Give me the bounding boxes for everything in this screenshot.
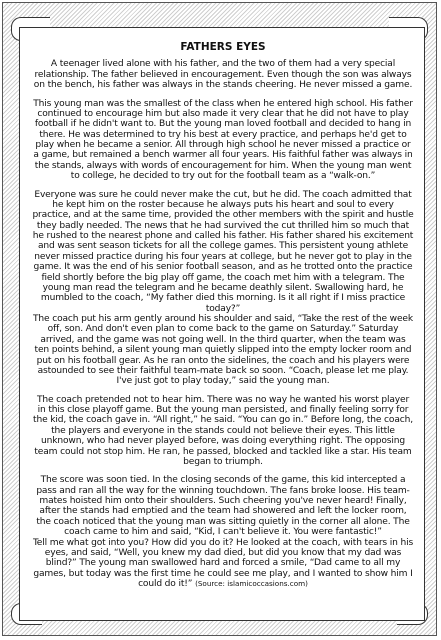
story-paragraph: This young man was the smallest of the class when he entered high school. His father continued to encourage him but also made it very clear that he did not have to play football if he didn't want to. But the young man loved football and decided to hang in there. He was determined to try his best at every practice, and perhaps he'd get to play when he became a senior. All through high school he never missed a practice or a game, but remained a bench warmer all four years. His faithful father was always in the stands, always with words of encouragement for him. When the young man went to college, he decided to try out for the football team as a “walk-on.” (33, 98, 413, 182)
story-paragraph (32, 538, 414, 590)
story-paragraph: The coach pretended not to hear him. There was no way he wanted his worst player in this close playoff game. But the young man persisted, and finally feeling sorry for the kid, the coach gave in. “All right,” he said. “You can go in.” Before long, the coach, the players and everyone in the stands could not believe their eyes. This little unknown, who had never played before, was doing everything right. The opposing team could not stop him. He ran, he passed, blocked and tackled like a star. His team began to triumph. (33, 394, 413, 467)
page-border (2, 2, 437, 636)
story-paragraph: The coach put his arm gently around his shoulder and said, “Take the rest of the week off, son. And don't even plan to come back to the game on Saturday.” Saturday arrived, and the game was not going well. In the third quarter, when the team was ten points behind, a silent young man quietly slipped into the empty locker room and put on his football gear. As he ran onto the sidelines, the coach and his players were astounded to see their faithful team-mate back so soon. “Coach, please let me play. I've just got to play today,” said the young man. (33, 314, 413, 387)
source-citation: (Source: islamicoccasions.com) (195, 579, 308, 588)
story-paragraph-text: Tell me what got into you? How did you do it? He looked at the coach, with tears in his eyes, and said, “Well, you knew my dad died, but did you know that my dad was blind?” The young man swallowed hard and forced a smile, “Dad came to all my games, but today was the first time he could see me play, and I wanted to show him I could do it!” (32, 537, 414, 589)
story-paper (19, 27, 425, 621)
story-paragraph: A teenager lived alone with his father, and the two of them had a very special relationship. The father believed in encouragement. Even though the son was always on the bench, his father was always in the stands cheering. He never missed a game. (33, 59, 413, 91)
story-content (32, 42, 414, 597)
story-paragraph: Everyone was sure he could never make the cut, but he did. The coach admitted that he kept him on the roster because he always puts his heart and soul to every practice, and at the same time, provided the other members with the spirit and hustle they badly needed. The news that he had survived the cut thrilled him so much that he rushed to the nearest phone and called his father. His father shared his excitement and was sent season tickets for all the college games. This persistent young athlete never missed practice during his four years at college, but he never got to play in the game. It was the end of his senior football season, and as he trotted onto the practice field shortly before the big play off game, the coach met him with a telegram. The young man read the telegram and he became deathly silent. Swallowing hard, he mumbled to the coach, “My father died this morning. Is it all right if I miss practice today?” (32, 189, 414, 314)
story-paragraph: The score was soon tied. In the closing seconds of the game, this kid intercepted a pass and ran all the way for the winning touchdown. The fans broke loose. His team-mates hoisted him onto their shoulders. Such cheering you've never heard! Finally, after the stands had emptied and the team had showered and left the locker room, the coach noticed that the young man was sitting quietly in the corner all alone. The coach came to him and said, “Kid, I can't believe it. You were fantastic!” (36, 475, 410, 538)
story-title: FATHERS EYES (180, 41, 266, 53)
